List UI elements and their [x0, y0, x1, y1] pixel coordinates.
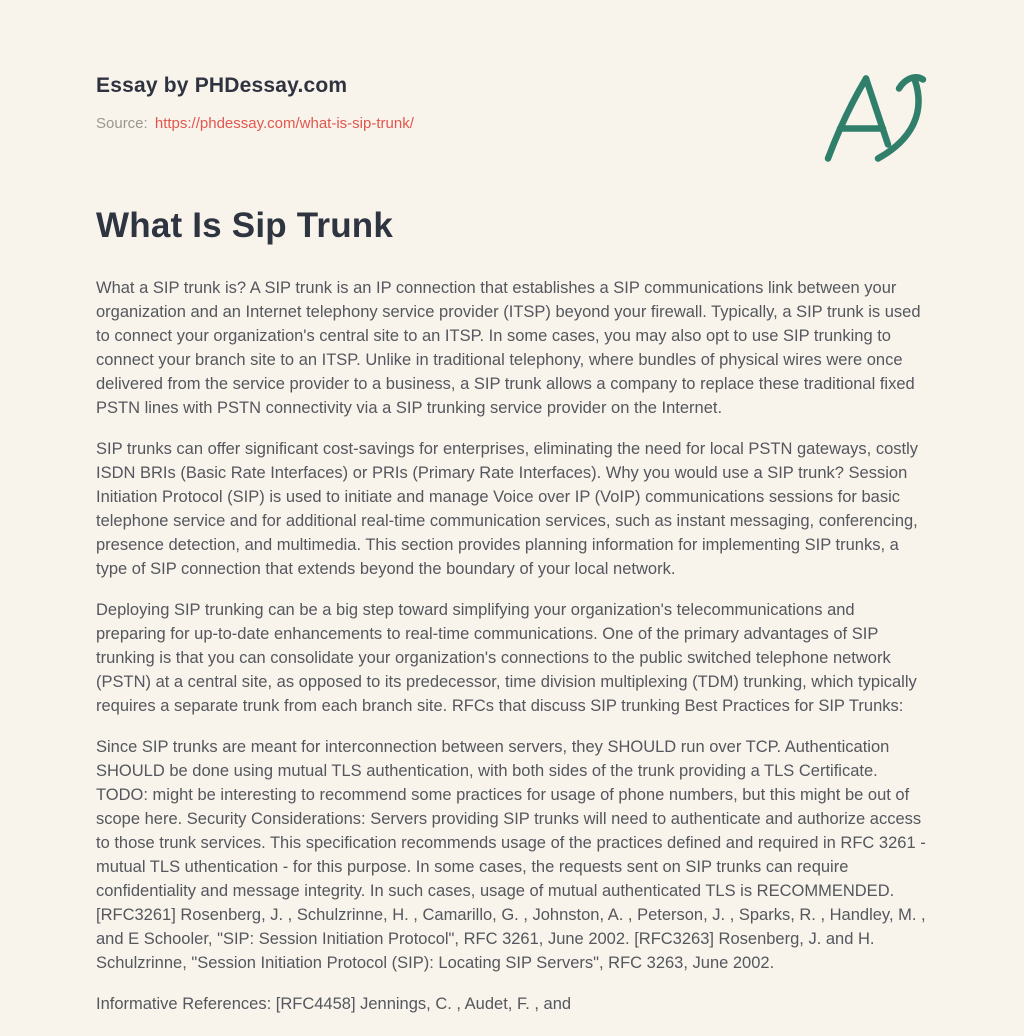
source-label: Source: — [96, 115, 148, 132]
essay-paragraph-4: Since SIP trunks are meant for interconnection between servers, they SHOULD run over TCP. Authentication SHOULD be done using mutual TLS authentication, with both sides of the trunk providing a TLS Certificate. TODO: might be interesting to recommend some practices for usage of phone numbers, but this might be out of scope here. Security Considerations: Servers providing SIP trunks will need to authenticate and authorize access to those trunk services. This specification recommends usage of the practices defined and required in RFC 3261 - mutual TLS uthentication - for this purpose. In some cases, the requests sent on SIP trunks can require confidentiality and message integrity. In such cases, usage of mutual authenticated TLS is RECOMMENDED. [RFC3261] Rosenberg, J. , Schulzrinne, H. , Camarillo, G. , Johnston, A. , Peterson, J. , Sparks, R. , Handley, M. , and E Schooler, "SIP: Session Initiation Protocol", RFC 3261, June 2002. [RFC3263] Rosenberg, J. and H. Schulzrinne, "Session Initiation Protocol (SIP): Locating SIP Servers", RFC 3263, June 2002. — [96, 738, 926, 972]
essay-paragraph-5: Informative References: [RFC4458] Jennings, C. , Audet, F. , and — [96, 995, 572, 1013]
source-line — [96, 115, 928, 132]
page-title: What Is Sip Trunk — [96, 206, 394, 245]
phdessay-logo-icon — [820, 68, 930, 164]
essay-paragraph-1: What a SIP trunk is? A SIP trunk is an IP connection that establishes a SIP communications link between your organization and an Internet telephony service provider (ITSP) beyond your firewall. Typically, a SIP trunk is used to connect your organization's central site to an ITSP. In some cases, you may also opt to use SIP trunking to connect your branch site to an ITSP. Unlike in traditional telephony, where bundles of physical wires were once delivered from the service provider to a business, a SIP trunk allows a company to replace these traditional fixed PSTN lines with PSTN connectivity via a SIP trunking service provider on the Internet. — [96, 279, 921, 417]
phdessay-logo — [820, 68, 930, 164]
site-header: Essay by PHDessay.com — [96, 74, 348, 97]
essay-body — [96, 276, 928, 1016]
source-link[interactable]: https://phdessay.com/what-is-sip-trunk/ — [154, 115, 414, 132]
essay-paragraph-2: SIP trunks can offer significant cost-savings for enterprises, eliminating the need for local PSTN gateways, costly ISDN BRIs (Basic Rate Interfaces) or PRIs (Primary Rate Interfaces). Why you would use a SIP trunk? Session Initiation Protocol (SIP) is used to initiate and manage Voice over IP (VoIP) communications sessions for basic telephone service and for additional real-time communication services, such as instant messaging, conferencing, presence detection, and multimedia. This section provides planning information for implementing SIP trunks, a type of SIP connection that extends beyond the boundary of your local network. — [96, 440, 919, 578]
essay-paragraph-3: Deploying SIP trunking can be a big step toward simplifying your organization's telecommunications and preparing for up-to-date enhancements to real-time communications. One of the primary advantages of SIP trunking is that you can consolidate your organization's connections to the public switched telephone network (PSTN) at a central site, as opposed to its predecessor, time division multiplexing (TDM) trunking, which typically requires a separate trunk from each branch site. RFCs that discuss SIP trunking Best Practices for SIP Trunks: — [96, 601, 917, 715]
